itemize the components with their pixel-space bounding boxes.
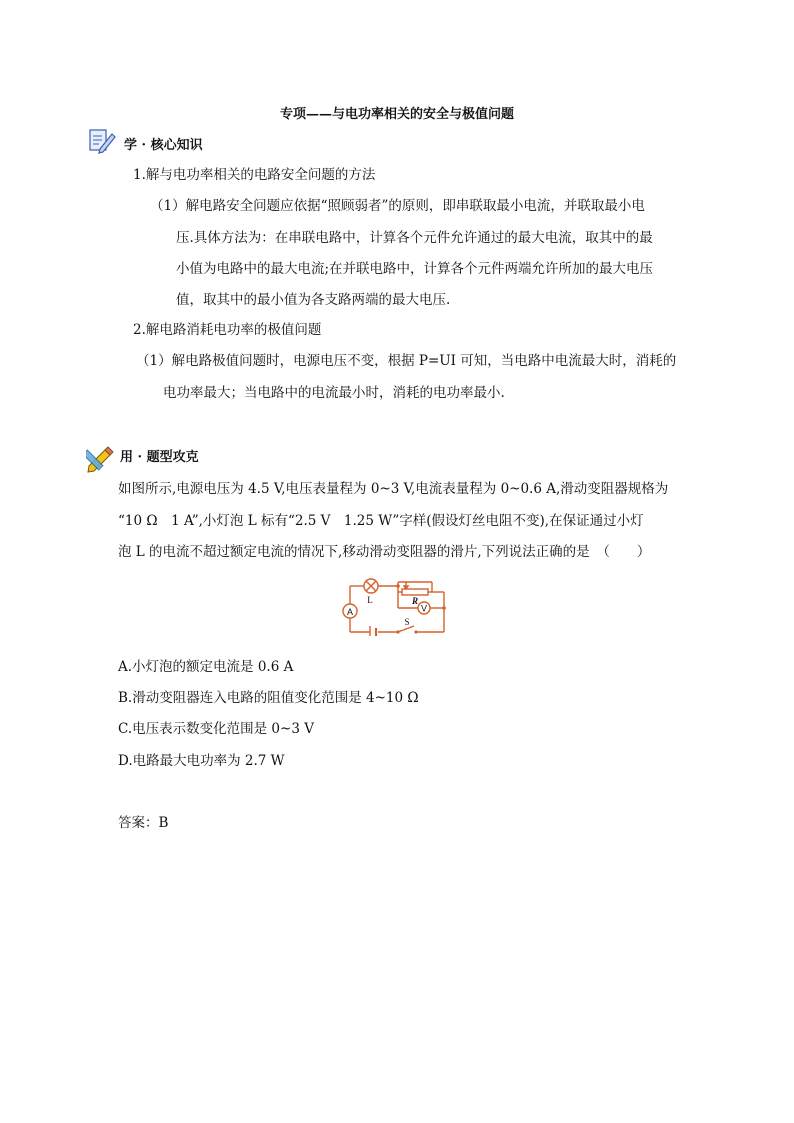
- pencil-ruler-icon: [86, 446, 114, 474]
- pencil-icon: [88, 128, 116, 154]
- section-question-label: 用 · 题型攻克: [120, 450, 199, 465]
- resistor-label: R: [411, 596, 419, 606]
- page-title: 专项——与电功率相关的安全与极值问题: [279, 107, 514, 122]
- switch-label: S: [404, 617, 410, 627]
- circuit-diagram: [340, 574, 450, 636]
- section-core-knowledge-label: 学 · 核心知识: [124, 138, 203, 153]
- ammeter-label: A: [346, 607, 354, 617]
- question-line-3: 泡 L 的电流不超过额定电流的情况下,移动滑动变阻器的滑片,下列说法正确的是 （ ）: [118, 544, 651, 560]
- option-c: C.电压表示数变化范围是 0~3 V: [118, 721, 314, 737]
- option-a: A.小灯泡的额定电流是 0.6 A: [118, 659, 294, 675]
- item1-line-1: （1）解电路安全问题应依据“照顾弱者”的原则，即串联取最小电流，并联取最小电: [150, 198, 645, 214]
- item2-line-1: （1）解电路极值问题时，电源电压不变，根据 P=UI 可知，当电路中电流最大时，消耗的: [136, 353, 677, 369]
- option-d: D.电路最大电功率为 2.7 W: [118, 753, 285, 769]
- item1-line-3: 小值为电路中的最大电流;在并联电路中，计算各个元件两端允许所加的最大电压: [176, 261, 654, 277]
- answer: 答案：B: [118, 815, 169, 831]
- voltmeter-label: V: [420, 603, 428, 614]
- item1-line-4: 值，取其中的最小值为各支路两端的最大电压.: [176, 292, 451, 308]
- lamp-label: L: [367, 595, 373, 605]
- item1-heading: 1.解与电功率相关的电路安全问题的方法: [133, 167, 376, 183]
- item2-line-2: 电功率最大；当电路中的电流最小时，消耗的电功率最小.: [163, 385, 505, 401]
- item1-line-2: 压.具体方法为：在串联电路中，计算各个元件允许通过的最大电流，取其中的最: [176, 230, 653, 246]
- question-line-2: “10 Ω 1 A”,小灯泡 L 标有“2.5 V 1.25 W”字样(假设灯丝电阻不变),在保证通过小灯: [118, 513, 644, 529]
- question-line-1: 如图所示,电源电压为 4.5 V,电压表量程为 0~3 V,电流表量程为 0~0.6 A,滑动变阻器规格为: [118, 481, 669, 497]
- option-b: B.滑动变阻器连入电路的阻值变化范围是 4~10 Ω: [118, 690, 419, 706]
- item2-heading: 2.解电路消耗电功率的极值问题: [133, 322, 322, 338]
